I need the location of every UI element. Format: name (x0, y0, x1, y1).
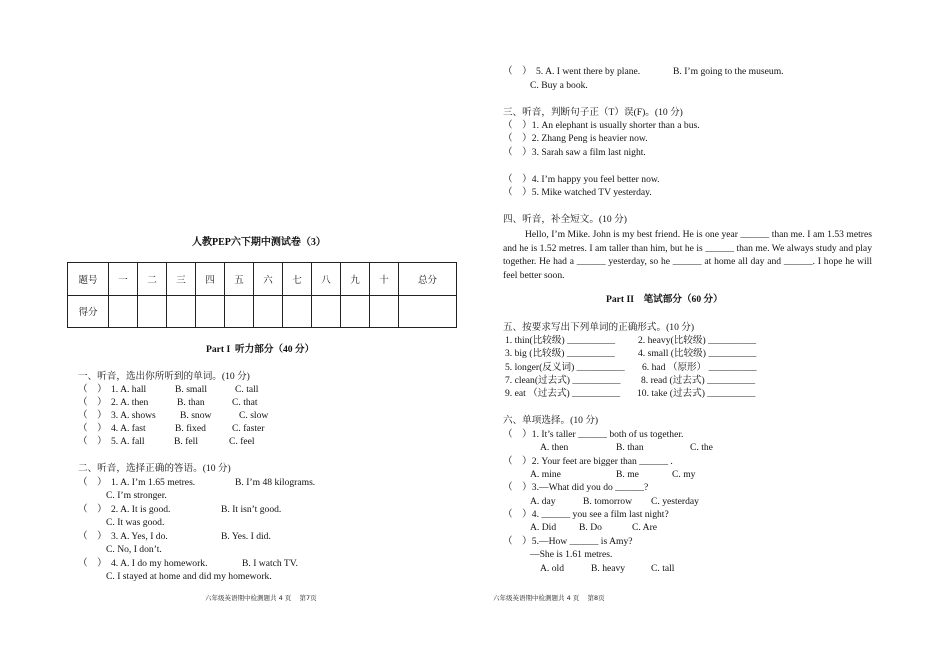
true-false-item[interactable]: （ ）4. I’m happy you feel better now. (503, 174, 660, 185)
score-input-cell[interactable] (167, 295, 196, 328)
section3-title: 三、听音，判断句子正（T）误(F)。(10 分) (503, 107, 683, 118)
option-b: B. than (177, 397, 205, 408)
option-c: C. feel (229, 436, 255, 447)
option-a: 2. A. then (111, 397, 149, 408)
option-a: 4. A. fast (111, 423, 146, 434)
option-a: 3. A. shows (111, 410, 156, 421)
score-input-cell[interactable] (196, 295, 225, 328)
mc-option: A. Did (530, 522, 557, 533)
answer-paren[interactable]: （ ） (78, 410, 107, 421)
mc-option: C. my (672, 469, 696, 480)
answer-paren[interactable]: （ ） (78, 531, 107, 542)
answer-paren[interactable]: （ ） (78, 397, 107, 408)
mc-question[interactable]: （ ）2. Your feet are bigger than ______ . (503, 456, 673, 467)
score-table-score-row (68, 295, 457, 328)
answer-paren[interactable]: （ ） (78, 384, 107, 395)
score-input-cell[interactable] (138, 295, 167, 328)
true-false-item[interactable]: （ ）5. Mike watched TV yesterday. (503, 187, 652, 198)
mc-question[interactable]: （ ）1. It’s taller ______ both of us together. (503, 429, 684, 440)
mc-option: B. heavy (591, 563, 626, 574)
option-a: 3. A. Yes, I do. (111, 531, 168, 542)
page-title: 人教PEP六下期中测试卷（3） (192, 237, 326, 248)
score-input-cell[interactable] (109, 295, 138, 328)
score-header-cell: 二 (138, 263, 167, 296)
mc-option: B. me (616, 469, 639, 480)
option-b: B. It isn’t good. (221, 504, 282, 515)
score-input-cell[interactable] (254, 295, 283, 328)
mc-question[interactable]: （ ）3.—What did you do ______? (503, 482, 649, 493)
mc-option: C. the (690, 442, 713, 453)
option-b: B. small (175, 384, 207, 395)
answer-paren[interactable]: （ ） (78, 423, 107, 434)
option-c: C. I’m stronger. (106, 490, 167, 501)
mc-option: C. tall (651, 563, 675, 574)
word-form-item[interactable]: 1. thin(比较级) __________ (505, 335, 616, 346)
section5-title: 五、按要求写出下列单词的正确形式。(10 分) (503, 322, 695, 333)
option-b: B. I’m 48 kilograms. (235, 477, 316, 488)
word-form-item[interactable]: 5. longer(反义词) __________ (505, 362, 625, 373)
mc-option: B. Do (579, 522, 602, 533)
mc-option: C. Are (632, 522, 658, 533)
true-false-item[interactable]: （ ）1. An elephant is usually shorter than a bus. (503, 120, 700, 131)
page-footer: 六年级英语期中检测题共 4 页 第7页 (205, 594, 317, 602)
section4-title: 四、听音，补全短文。(10 分) (503, 214, 627, 225)
score-table (67, 262, 457, 328)
word-form-item[interactable]: 10. take (过去式) __________ (637, 388, 756, 399)
option-a: 2. A. It is good. (111, 504, 171, 515)
answer-paren[interactable]: （ ） (78, 477, 107, 488)
page-footer: 六年级英语期中检测题共 4 页 第8页 (493, 594, 605, 602)
word-form-item[interactable]: 7. clean(过去式) __________ (505, 375, 621, 386)
word-form-item[interactable]: 8. read (过去式) __________ (641, 375, 756, 386)
option-b: B. snow (180, 410, 212, 421)
option-c: C. tall (235, 384, 259, 395)
option-b: B. fell (174, 436, 198, 447)
score-input-cell[interactable] (399, 295, 457, 328)
section1-title: 一、听音，选出你所听到的单词。(10 分) (78, 371, 250, 382)
mc-option: B. tomorrow (583, 496, 633, 507)
score-header-cell: 一 (109, 263, 138, 296)
score-header-cell: 六 (254, 263, 283, 296)
option-c: C. I stayed at home and did my homework. (106, 571, 272, 582)
mc-option: A. then (540, 442, 569, 453)
score-row-label: 得分 (68, 295, 109, 328)
option-b: B. I watch TV. (242, 558, 298, 569)
score-input-cell[interactable] (283, 295, 312, 328)
answer-paren[interactable]: （ ） (78, 558, 107, 569)
answer-paren[interactable]: （ ） (78, 436, 107, 447)
word-form-item[interactable]: 6. had （原形） __________ (642, 362, 757, 373)
option-c: C. that (232, 397, 258, 408)
score-input-cell[interactable] (225, 295, 254, 328)
section6-title: 六、单项选择。(10 分) (503, 415, 599, 426)
score-input-cell[interactable] (370, 295, 399, 328)
answer-paren[interactable]: （ ） (78, 504, 107, 515)
score-header-cell: 九 (341, 263, 370, 296)
part1-title: Part I 听力部分（40 分） (206, 344, 315, 355)
mc-question[interactable]: （ ）5.—How ______ is Amy? (503, 536, 633, 547)
mc-option: C. yesterday (651, 496, 699, 507)
word-form-item[interactable]: 9. eat （过去式) __________ (505, 388, 621, 399)
score-header-cell: 三 (167, 263, 196, 296)
option-c: C. slow (239, 410, 269, 421)
score-header-cell: 八 (312, 263, 341, 296)
score-input-cell[interactable] (341, 295, 370, 328)
score-header-cell: 总分 (399, 263, 457, 296)
option-c: C. Buy a book. (530, 80, 588, 91)
score-header-cell: 题号 (68, 263, 109, 296)
score-header-cell: 四 (196, 263, 225, 296)
score-header-cell: 五 (225, 263, 254, 296)
word-form-item[interactable]: 4. small (比较级) __________ (638, 348, 757, 359)
option-a: 1. A. hall (111, 384, 147, 395)
answer-paren[interactable]: （ ） (503, 66, 532, 77)
true-false-item[interactable]: （ ）3. Sarah saw a film last night. (503, 147, 646, 158)
part2-title: Part II 笔试部分（60 分） (606, 294, 723, 305)
section2-title: 二、听音，选择正确的答语。(10 分) (78, 463, 231, 474)
mc-question[interactable]: （ ）4. ______ you see a film last night? (503, 509, 669, 520)
cloze-passage (503, 228, 872, 282)
option-c: C. No, I don’t. (106, 544, 162, 555)
option-a: 5. A. fall (111, 436, 145, 447)
option-a: 5. A. I went there by plane. (536, 66, 641, 77)
score-header-cell: 十 (370, 263, 399, 296)
option-c: C. faster (232, 423, 265, 434)
option-a: 1. A. I’m 1.65 metres. (111, 477, 196, 488)
option-a: 4. A. I do my homework. (111, 558, 208, 569)
word-form-item[interactable]: 2. heavy(比较级) __________ (638, 335, 757, 346)
mc-option: A. old (540, 563, 564, 574)
mc-option: B. than (616, 442, 644, 453)
option-c: C. It was good. (106, 517, 165, 528)
word-form-item[interactable]: 3. big (比较级) __________ (505, 348, 615, 359)
option-b: B. fixed (175, 423, 206, 434)
score-header-cell: 七 (283, 263, 312, 296)
option-b: B. Yes. I did. (221, 531, 271, 542)
score-input-cell[interactable] (312, 295, 341, 328)
option-b: B. I’m going to the museum. (673, 66, 784, 77)
score-table-header-row (68, 263, 457, 296)
mc-option: A. day (530, 496, 556, 507)
mc-answer-line: —She is 1.61 metres. (530, 549, 613, 560)
true-false-item[interactable]: （ ）2. Zhang Peng is heavier now. (503, 133, 648, 144)
mc-option: A. mine (530, 469, 561, 480)
cloze-passage-text: Hello, I’m Mike. John is my best friend. He is one year ______ than me. I am 1.53 metres and he is 1.52 metres. I am taller than him, but he is ______ than me. We always study and play together. He had a ______ yesterday, so he ______ at home all day and ______. I hope he will feel better soon. (503, 229, 872, 281)
